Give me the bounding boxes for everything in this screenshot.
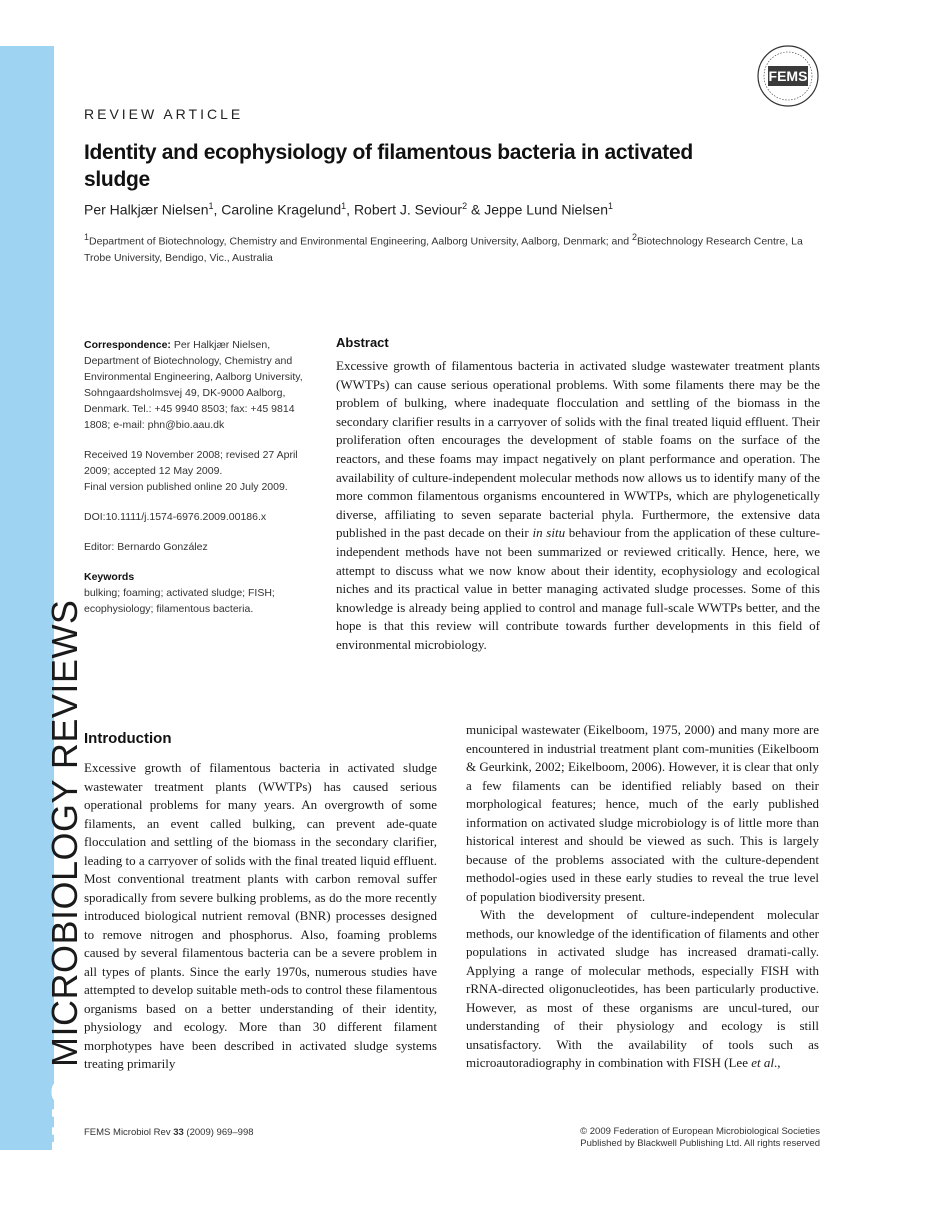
abstract-italic: in situ	[532, 525, 566, 541]
author-affil-marker: 1	[608, 201, 614, 211]
sidebar-brand: FEMS	[44, 1076, 85, 1189]
affiliations	[84, 229, 824, 266]
keywords-text: bulking; foaming; activated sludge; FISH; ecophysiology; filamentous bacteria.	[84, 587, 275, 615]
sidebar-journal: MICROBIOLOGY REVIEWS	[44, 599, 85, 1067]
author-separator: ,	[346, 201, 354, 218]
author-separator: ,	[213, 201, 222, 218]
author-affil-marker: 1	[208, 201, 214, 211]
keywords	[84, 569, 316, 617]
keywords-label: Keywords	[84, 571, 135, 583]
author-list	[84, 201, 613, 218]
fems-logo	[756, 44, 820, 108]
abstract-section	[336, 335, 820, 655]
author: Caroline Kragelund	[221, 201, 342, 218]
abstract-heading: Abstract	[336, 335, 389, 350]
author: Jeppe Lund Nielsen	[484, 201, 609, 218]
journal-volume: 33	[173, 1127, 184, 1138]
author-affil-marker: 2	[462, 201, 468, 211]
author-affil-marker: 1	[341, 201, 347, 211]
logo-text: FEMS	[768, 68, 808, 84]
body-column-left	[84, 759, 437, 1074]
correspondence-label: Correspondence:	[84, 339, 171, 351]
online-date: Final version published online 20 July 2009.	[84, 481, 288, 493]
publisher-line: Published by Blackwell Publishing Ltd. All rights reserved	[580, 1138, 820, 1149]
sidebar-title	[45, 600, 85, 1189]
citation-italic: et al	[751, 1055, 774, 1070]
copyright-line: © 2009 Federation of European Microbiological Societies	[580, 1126, 820, 1137]
article-type: REVIEW ARTICLE	[84, 106, 244, 122]
dates	[84, 447, 316, 495]
body-column-right	[466, 721, 819, 1073]
journal-name: FEMS Microbiol Rev	[84, 1127, 174, 1138]
author: Per Halkjær Nielsen	[84, 201, 209, 218]
copyright-notice	[520, 1126, 820, 1150]
affiliation-text: Department of Biotechnology, Chemistry and Environmental Engineering, Aalborg University, Aalborg, Denmark; and	[89, 235, 632, 248]
affil-marker: 2	[632, 232, 638, 242]
doi: DOI:10.1111/j.1574-6976.2009.00186.x	[84, 511, 267, 523]
author: Robert J. Seviour	[353, 201, 463, 218]
paragraph-text: With the development of culture-independent molecular methods, our knowledge of the identification of filaments and other populations in activated sludge has increased dramati-cally. Applying a range of molecular methods, especially FISH with rRNA-directed oligonucleotides, has been particularly productive. However, as most of these organisms are uncul-tured, our understanding of their physiology and ecology is still unsatisfactory. With the availability of tools such as microautoradiography in combination with FISH (Lee	[466, 907, 819, 1070]
introduction-heading: Introduction	[84, 730, 172, 747]
abstract-text: Excessive growth of filamentous bacteria in activated sludge wastewater treatment plants (WWTPs) can cause serious operational problems. With some filaments there may be the problem of bulking, where inadequate flocculation and settling of the biomass in the secondary clarifier results in a carryover of solids with the final treated liquid effluent. Their proliferation often encourages the development of stable foams on the surface of the reactors, and these foams may impact negatively on plant performance and operation. The availability of culture-independent molecular methods now allows us to identify many of the more common filamentous organisms encountered in WWTPs, which are phylogenetically diverse, affiliating to seven separate bacterial phyla. Furthermore, the extensive data published in the past decade on their	[336, 358, 820, 541]
editor: Editor: Bernardo González	[84, 541, 208, 553]
correspondence-text: Per Halkjær Nielsen, Department of Biotechnology, Chemistry and Environmental Engineering, Aalborg University, Sohngaardsholmsvej 49, DK-9000 Aalborg, Denmark. Tel.: +45 9940 8503; fax: +45 9814 1808; e-mail: phn@bio.aau.dk	[84, 339, 303, 431]
received-dates: Received 19 November 2008; revised 27 April 2009; accepted 12 May 2009.	[84, 449, 298, 477]
affil-marker: 1	[84, 232, 90, 242]
paragraph: municipal wastewater (Eikelboom, 1975, 2000) and many more are encountered in industrial treatment plant com-munities (Eikelboom & Geurkink, 2002; Eikelboom, 2006). However, it is clear that only a few filaments can be identified reliably based on their morphological features; hence, much of the early published information on activated sludge microbiology is of little more than historical interest and should be viewed as such. This is largely because of the problems associated with the culture-dependent methodol-ogies used in these early studies to reveal the true level of population biodiversity present.	[466, 722, 819, 904]
author-separator: &	[467, 201, 485, 218]
journal-pages: (2009) 969–998	[183, 1127, 254, 1138]
paragraph: Excessive growth of filamentous bacteria in activated sludge wastewater treatment plants (WWTPs) has caused serious operational problems for many years. An overgrowth of some filaments, an event called bulking, can prevent ade-quate flocculation and settling of the biomass in the secondary clarifier, leading to a carryover of solids with the final treated liquid effluent. Most conventional treatment plants with carbon removal suffer sporadically from severe bulking problems, as do the more recently introduced biological nutrient removal (BNR) processes designed to remove nitrogen and phosphorus. Also, foaming problems caused by several filamentous bacteria can be a severe problem in all types of plants. Since the early 1970s, numerous studies have attempted to develop suitable meth-ods to control these filamentous organisms based on a better understanding of their identity, physiology and ecology. More than 30 different filament morphotypes have been described in activated sludge systems treating primarily	[84, 760, 437, 1071]
affiliation-text: Biotechnology Research Centre, La Trobe University, Bendigo, Vic., Australia	[84, 235, 803, 264]
journal-sidebar	[0, 46, 85, 1189]
journal-citation	[84, 1127, 254, 1138]
abstract-body	[336, 357, 820, 655]
abstract-text: behaviour from the application of these culture-independent methods have not been summarized or reviewed critically. Hence, here, we attempt to discuss what we now know about their identity, ecophysiology and ecological niches and its practical value in better managing activated sludge processes. Some of this knowledge is already being applied to control and manage full-scale WWTPs better, and the hope is that this review will contribute towards further developments in this field of environmental microbiology.	[336, 525, 820, 652]
correspondence	[84, 337, 316, 433]
paragraph-text: .,	[773, 1055, 781, 1070]
paragraph	[466, 906, 819, 1073]
article-title: Identity and ecophysiology of filamentous bacteria in activated sludge	[84, 141, 693, 191]
article-info-column	[84, 337, 316, 631]
